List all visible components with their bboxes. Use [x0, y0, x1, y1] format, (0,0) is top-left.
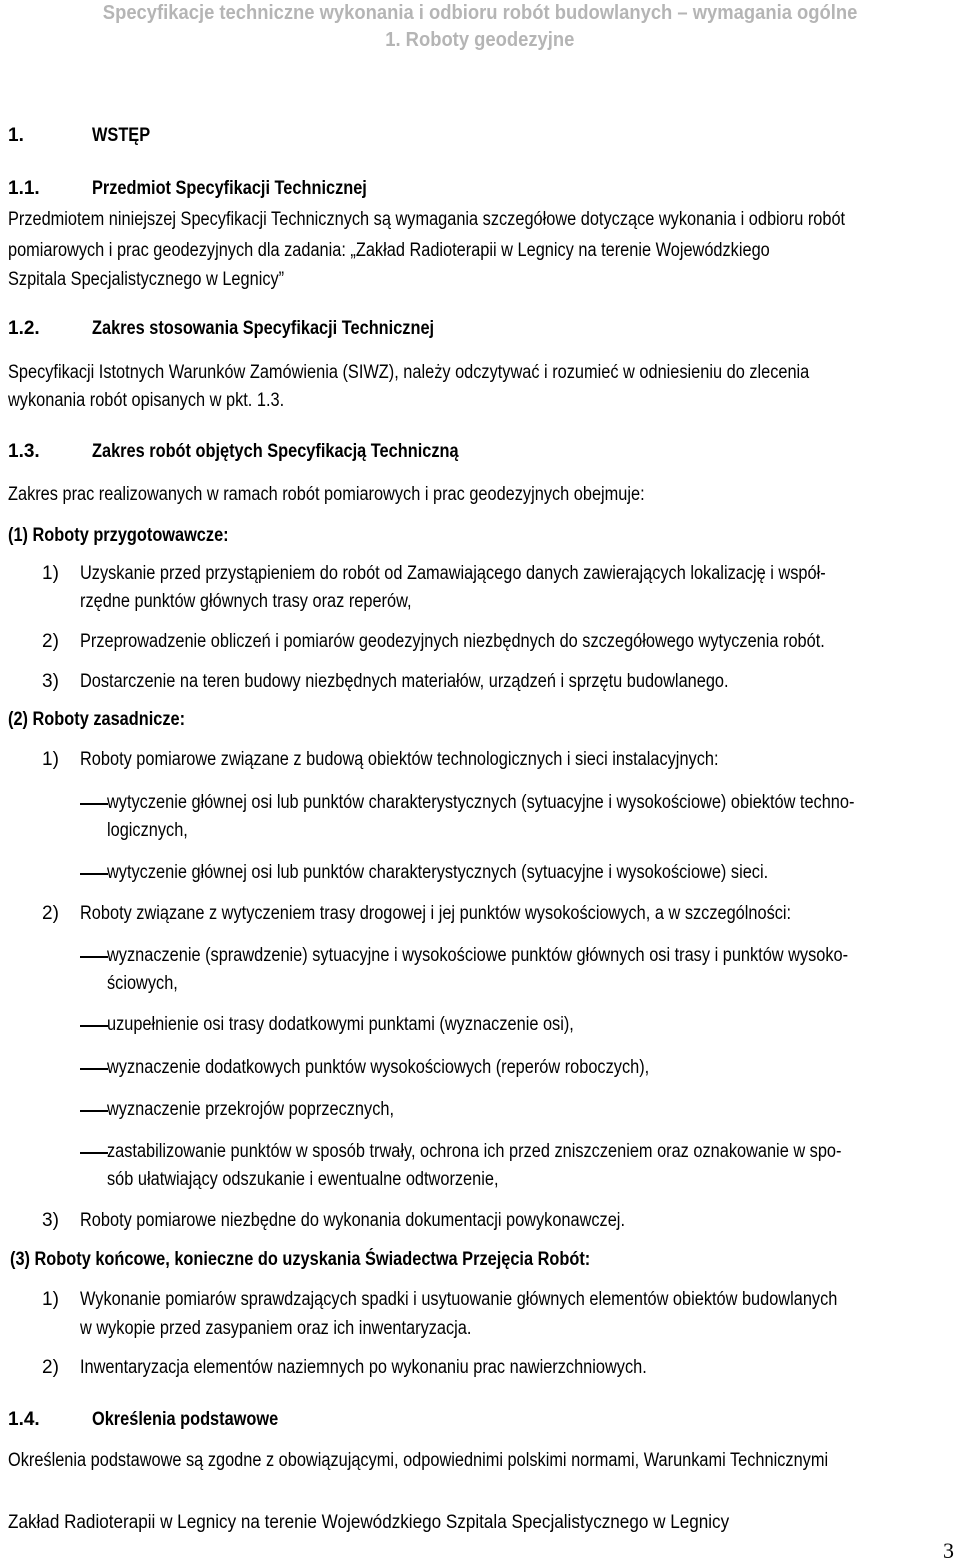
dash-item: wyznaczenie (sprawdzenie) sytuacyjne i wysokościowe punktów głównych osi trasy i punktów wysoko- — [107, 945, 849, 966]
paragraph-line: Określenia podstawowe są zgodne z obowiązującymi, odpowiednimi polskimi normami, Warunkami Technicznymi — [8, 1450, 829, 1471]
dash-bullet — [80, 1152, 108, 1154]
group-heading: (1) Roboty przygotowawcze: — [8, 525, 229, 546]
dash-item: wytyczenie głównej osi lub punktów charakterystycznych (sytuacyjne i wysokościowe) obiektów techno- — [107, 792, 855, 813]
dash-item: logicznych, — [107, 820, 188, 841]
subsection-heading: Przedmiot Specyfikacji Technicznej — [92, 178, 367, 199]
list-item: Wykonanie pomiarów sprawdzających spadki i usytuowanie głównych elementów obiektów budowlanych — [80, 1289, 838, 1310]
subsection-heading: Określenia podstawowe — [92, 1409, 279, 1430]
dash-bullet — [80, 1025, 108, 1027]
dash-bullet — [80, 1110, 108, 1112]
group-heading: (3) Roboty końcowe, konieczne do uzyskania Świadectwa Przejęcia Robót: — [10, 1249, 591, 1270]
paragraph-line: Szpitala Specjalistycznego w Legnicy” — [8, 269, 285, 290]
paragraph-line: Zakres prac realizowanych w ramach robót pomiarowych i prac geodezyjnych obejmuje: — [8, 484, 645, 505]
list-number: 3) — [42, 671, 59, 692]
subsection-heading: Zakres stosowania Specyfikacji Technicznej — [92, 318, 435, 339]
paragraph-line: Specyfikacji Istotnych Warunków Zamówienia (SIWZ), należy odczytywać i rozumieć w odniesieniu do zlecenia — [8, 362, 810, 383]
list-number: 2) — [42, 903, 59, 924]
subsection-number: 1.3. — [8, 441, 40, 462]
list-item: Roboty pomiarowe związane z budową obiektów technologicznych i sieci instalacyjnych: — [80, 749, 719, 770]
running-header-title: Specyfikacje techniczne wykonania i odbioru robót budowlanych – wymagania ogólne — [102, 2, 858, 24]
dash-item: wytyczenie głównej osi lub punktów charakterystycznych (sytuacyjne i wysokościowe) sieci. — [107, 862, 769, 883]
group-heading: (2) Roboty zasadnicze: — [8, 709, 186, 730]
dash-bullet — [80, 1068, 108, 1070]
list-item: Inwentaryzacja elementów naziemnych po wykonaniu prac nawierzchniowych. — [80, 1357, 647, 1378]
dash-item: uzupełnienie osi trasy dodatkowymi punktami (wyznaczenie osi), — [107, 1014, 574, 1035]
paragraph-line: wykonania robót opisanych w pkt. 1.3. — [8, 390, 285, 411]
page-number: 3 — [943, 1538, 954, 1563]
subsection-number: 1.4. — [8, 1409, 40, 1430]
list-number: 3) — [42, 1210, 59, 1231]
running-header-subtitle: 1. Roboty geodezyjne — [385, 29, 575, 51]
dash-item: sób ułatwiający odszukanie i ewentualne odtworzenie, — [107, 1169, 499, 1190]
dash-item: zastabilizowanie punktów w sposób trwały, ochrona ich przed zniszczeniem oraz oznakowanie w spo- — [107, 1141, 842, 1162]
list-item: Uzyskanie przed przystąpieniem do robót od Zamawiającego danych zawierających lokalizację i współ- — [80, 563, 826, 584]
list-item: Roboty pomiarowe niezbędne do wykonania dokumentacji powykonawczej. — [80, 1210, 625, 1231]
dash-item: ściowych, — [107, 973, 178, 994]
section-heading: WSTĘP — [92, 125, 151, 146]
list-item: Dostarczenie na teren budowy niezbędnych materiałów, urządzeń i sprzętu budowlanego. — [80, 671, 729, 692]
list-number: 1) — [42, 749, 59, 770]
page-footer: Zakład Radioterapii w Legnicy na terenie Wojewódzkiego Szpitala Specjalistycznego w Legnicy — [8, 1512, 730, 1533]
list-number: 2) — [42, 1357, 59, 1378]
dash-item: wyznaczenie dodatkowych punktów wysokościowych (reperów roboczych), — [107, 1057, 650, 1078]
list-item: Przeprowadzenie obliczeń i pomiarów geodezyjnych niezbędnych do szczegółowego wytyczenia robót. — [80, 631, 825, 652]
subsection-number: 1.2. — [8, 318, 40, 339]
dash-bullet — [80, 956, 108, 958]
list-item: rzędne punktów głównych trasy oraz reperów, — [80, 591, 412, 612]
list-item: w wykopie przed zasypaniem oraz ich inwentaryzacja. — [80, 1318, 472, 1339]
paragraph-line: pomiarowych i prac geodezyjnych dla zadania: „Zakład Radioterapii w Legnicy na terenie Wojewódzkiego — [8, 240, 770, 261]
paragraph-line: Przedmiotem niniejszej Specyfikacji Technicznych są wymagania szczegółowe dotyczące wykonania i odbioru robót — [8, 209, 846, 230]
list-number: 1) — [42, 563, 59, 584]
subsection-heading: Zakres robót objętych Specyfikacją Techniczną — [92, 441, 459, 462]
dash-bullet — [80, 873, 108, 875]
subsection-number: 1.1. — [8, 178, 40, 199]
dash-item: wyznaczenie przekrojów poprzecznych, — [107, 1099, 394, 1120]
list-item: Roboty związane z wytyczeniem trasy drogowej i jej punktów wysokościowych, a w szczególności: — [80, 903, 792, 924]
list-number: 2) — [42, 631, 59, 652]
dash-bullet — [80, 803, 108, 805]
section-number: 1. — [8, 125, 24, 146]
list-number: 1) — [42, 1289, 59, 1310]
